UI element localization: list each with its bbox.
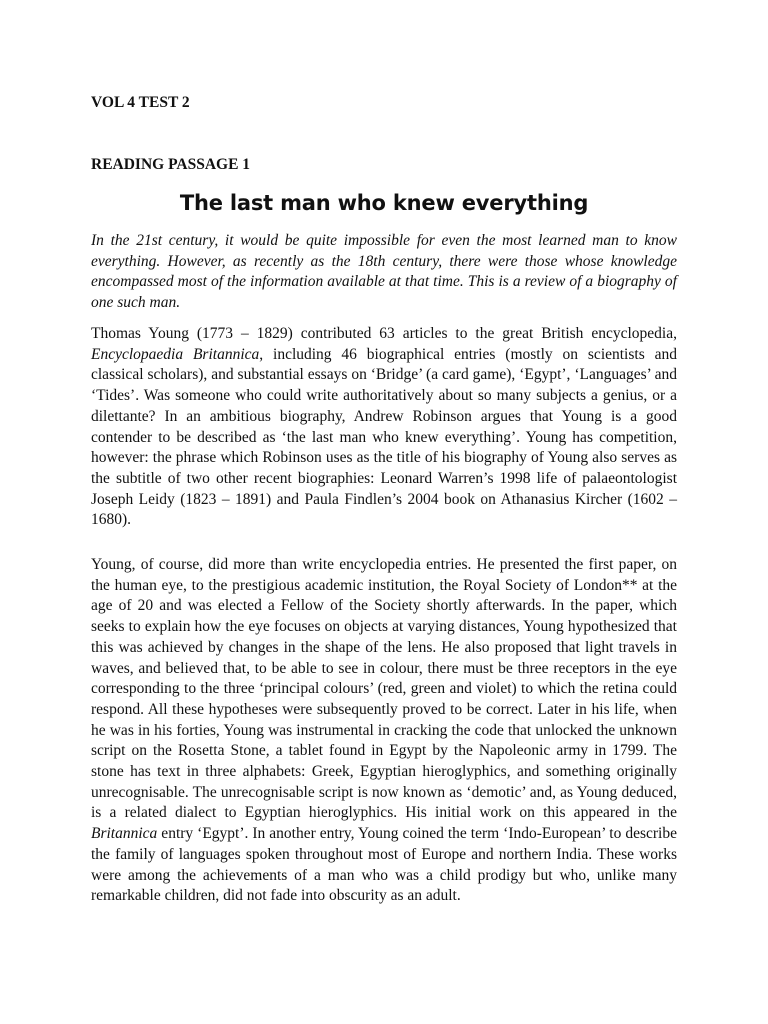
paragraph-2-text-a: Young, of course, did more than write encyclopedia entries. He presented the first paper, on the human eye, to the prestigious academic institution, the Royal Society of London** at the age of 20 and was elected a Fellow of the Society shortly afterwards. In the paper, which seeks to explain how the eye focuses on objects at varying distances, Young hypothesized that this was achieved by changes in the shape of the lens. He also proposed that light travels in waves, and believed that, to be able to see in colour, there must be three receptors in the eye corresponding to the three ‘principal colours’ (red, green and violet) to which the retina could respond. All these hypotheses were subsequently proved to be correct. Later in his life, when he was in his forties, Young was instrumental in cracking the code that unlocked the unknown script on the Rosetta Stone, a tablet found in Egypt by the Napoleonic army in 1799. The stone has text in three alphabets: Greek, Egyptian hieroglyphics, and something originally unrecognisable. The unrecognisable script is now known as ‘demotic’ and, as Young deduced, is a related dialect to Egyptian hieroglyphics. His initial work on this appeared in the bbox=[91, 556, 677, 822]
paragraph-2-italic-title: Britannica bbox=[91, 825, 158, 843]
paragraph-1-text-a: Thomas Young (1773 – 1829) contributed 63 articles to the great British encyclopedia, bbox=[91, 325, 677, 342]
paragraph-1-italic-title: Encyclopaedia Britannica bbox=[91, 345, 260, 363]
paragraph-1-text-b: , including 46 biographical entries (mostly on scientists and classical scholars), and substantial essays on ‘Bridge’ (a card game), ‘Egypt’, ‘Languages’ and ‘Tides’. Was someone who could write authoritatively about so many subjects a genius, or a dilettante? In an ambitious biography, Andrew Robinson argues that Young is a good contender to be described as ‘the last man who knew everything’. Young has competition, however: the phrase which Robinson uses as the title of his biography of Young also serves as the subtitle of two other recent biographies: Leonard Warren’s 1998 life of palaeontologist Joseph Leidy (1823 – 1891) and Paula Findlen’s 2004 book on Athanasius Kircher (1602 – 1680). bbox=[91, 345, 677, 529]
body-paragraph-1 bbox=[91, 324, 677, 531]
article-title: The last man who knew everything bbox=[179, 191, 589, 215]
intro-paragraph: In the 21st century, it would be quite impossible for even the most learned man to know everything. However, as recently as the 18th century, there were those whose knowledge encompassed most of the information available at that time. This is a review of a biography of one such man. bbox=[91, 232, 677, 312]
passage-heading: READING PASSAGE 1 bbox=[91, 156, 251, 173]
body-paragraph-2 bbox=[91, 555, 677, 907]
volume-heading: VOL 4 TEST 2 bbox=[91, 94, 190, 111]
paragraph-2-text-b: entry ‘Egypt’. In another entry, Young coined the term ‘Indo-European’ to describe the family of languages spoken throughout most of Europe and northern India. These works were among the achievements of a man who was a child prodigy but who, unlike many remarkable children, did not fade into obscurity as an adult. bbox=[91, 825, 677, 905]
